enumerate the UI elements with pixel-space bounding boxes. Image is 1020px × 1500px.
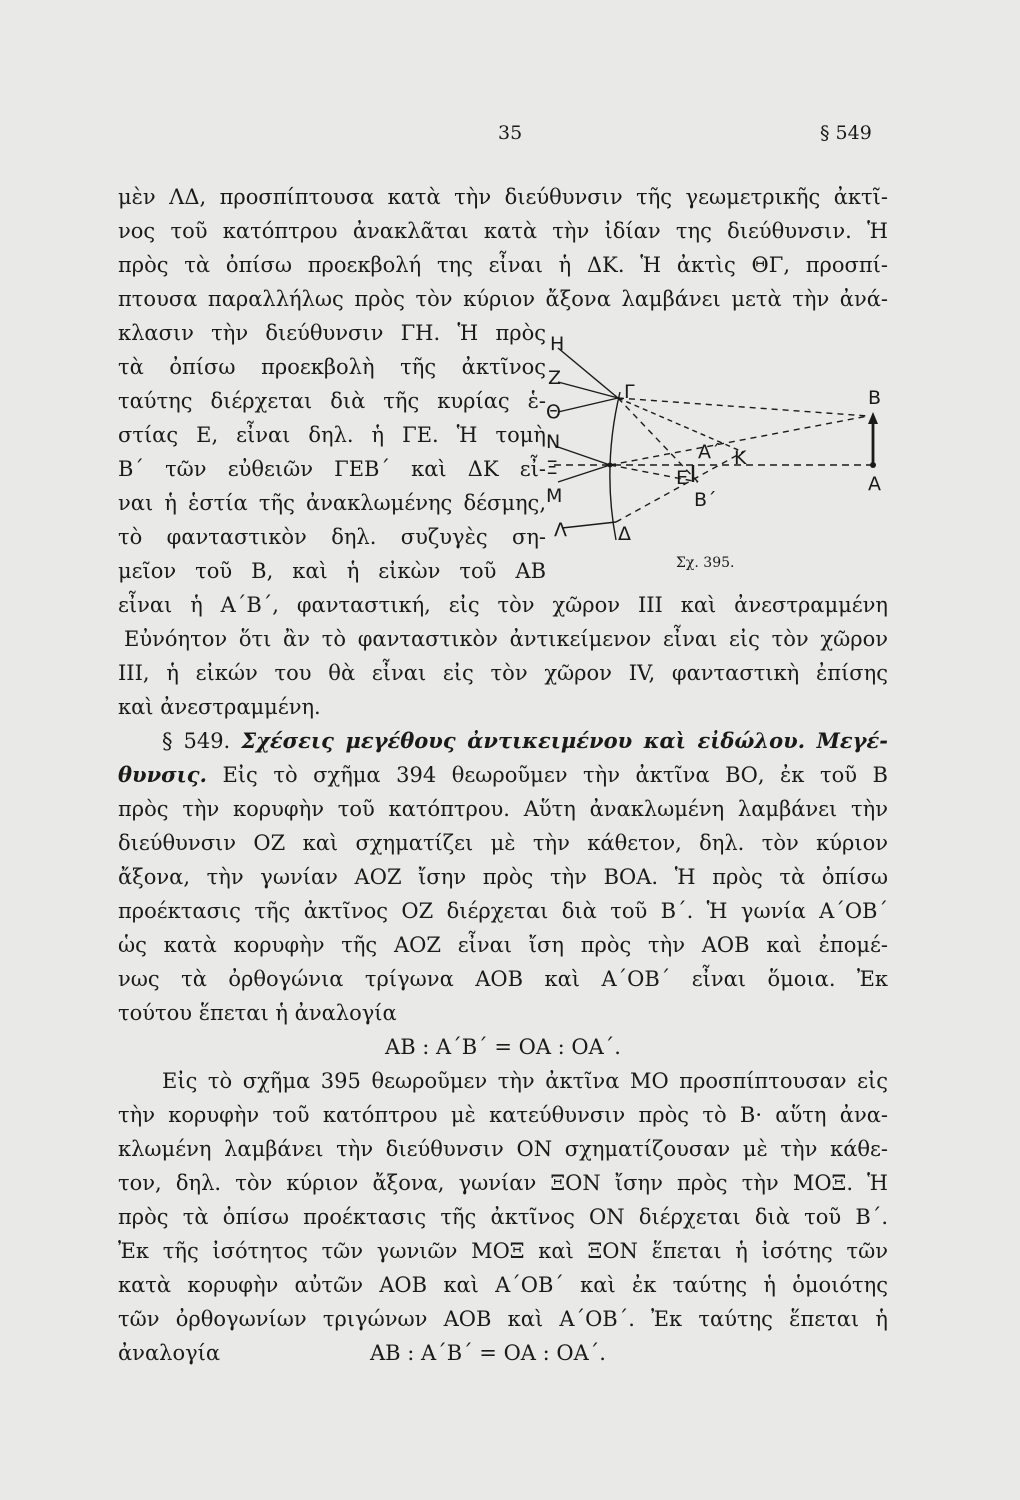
text-line: μεῖον τοῦ Β, καὶ ἡ εἰκὼν τοῦ ΑΒ — [118, 559, 546, 583]
label-nu: N — [546, 431, 561, 453]
text-line: κατὰ κορυφὴν αὐτῶν ΑΟΒ καὶ Α΄ΟΒ΄ καὶ ἐκ ταύτης ἡ ὁμοιότης — [118, 1273, 888, 1297]
label-a: Α — [868, 473, 881, 495]
text-line: ΙΙΙ, ἡ εἰκών του θὰ εἶναι εἰς τὸν χῶρον ΙV, φανταστικὴ ἐπίσης — [118, 661, 888, 685]
label-mu: M — [546, 485, 563, 507]
text-line: διεύθυνσιν ΟΖ καὶ σχηματίζει μὲ τὴν κάθετον, δηλ. τὸν κύριον — [118, 831, 888, 855]
label-b: Β — [868, 387, 882, 409]
point-a — [870, 462, 876, 468]
section-title-cont: θυνσις. — [118, 762, 207, 787]
label-delta: Δ — [618, 523, 631, 545]
text-line — [118, 1336, 888, 1370]
text-line: μὲν ΛΔ, προσπίπτουσα κατὰ τὴν διεύθυνσιν τῆς γεωμετρικῆς ἀκτῖ- — [118, 185, 888, 209]
section-number: § 549. — [162, 729, 231, 753]
text-line: καὶ ἀνεστραμμένη. — [118, 695, 321, 719]
section-heading-line — [162, 724, 888, 758]
label-xi: Ξ — [546, 457, 559, 479]
formula: ΑΒ : Α΄Β΄ = ΟΑ : ΟΑ΄. — [385, 1035, 621, 1059]
ray-theta-gamma — [558, 398, 618, 412]
text-line: τῶν ὀρθογωνίων τριγώνων ΑΟΒ καὶ Α΄ΟΒ΄. Ἐκ ταύτης ἕπεται ἡ — [118, 1307, 888, 1331]
text-line: Εἰς τὸ σχῆμα 395 θεωροῦμεν τὴν ἀκτῖνα ΜΟ προσπίπτουσαν εἰς — [162, 1069, 888, 1093]
text-line: νως τὰ ὀρθογώνια τρίγωνα ΑΟΒ καὶ Α΄ΟΒ΄ εἶναι ὅμοια. Ἐκ — [118, 967, 888, 991]
label-zeta: Z — [548, 367, 562, 389]
text-line: νος τοῦ κατόπτρου ἀνακλᾶται κατὰ τὴν ἰδίαν της διεύθυνσιν. Ἡ — [118, 219, 888, 243]
label-k: K — [734, 447, 747, 469]
text-line: τον, δηλ. τὸν κύριον ἄξονα, γωνίαν ΞΟΝ ἴσην πρὸς τὴν ΜΟΞ. Ἡ — [118, 1171, 888, 1195]
page-number: 35 — [498, 122, 523, 144]
label-a-prime: Α΄ — [698, 441, 721, 463]
text-line: προέκτασις τῆς ἀκτῖνος ΟΖ διέρχεται διὰ τοῦ Β΄. Ἡ γωνία Α΄ΟΒ΄ — [118, 899, 888, 923]
text-line: τὸ φανταστικὸν δηλ. συζυγὲς ση- — [118, 525, 546, 549]
text-line: εἶναι ἡ Α΄Β΄, φανταστική, εἰς τὸν χῶρον ΙΙΙ καὶ ἀνεστραμμένη — [118, 593, 888, 617]
text-line: Ἐκ τῆς ἰσότητος τῶν γωνιῶν ΜΟΞ καὶ ΞΟΝ ἕπεται ἡ ἰσότης τῶν — [118, 1239, 888, 1263]
text-line: κλωμένη λαμβάνει τὴν διεύθυνσιν ΟΝ σχηματίζουσαν μὲ τὴν κάθε- — [118, 1137, 888, 1161]
section-text: Εἰς τὸ σχῆμα 394 θεωροῦμεν τὴν ἀκτῖνα ΒΟ, ἐκ τοῦ Β — [222, 763, 888, 787]
point-o — [608, 463, 613, 468]
text-line: κλασιν τὴν διεύθυνσιν ΓΗ. Ἡ πρὸς — [118, 321, 546, 345]
label-gamma: Γ — [624, 381, 635, 403]
object-arrowhead — [868, 412, 878, 424]
text-line: τούτου ἕπεται ἡ ἀναλογία — [118, 1001, 397, 1025]
section-text: ἀναλογία — [118, 1341, 221, 1365]
text-line: Εὐνόητον ὅτι ἂν τὸ φανταστικὸν ἀντικείμενον εἶναι εἰς τὸν χῶρον — [124, 627, 888, 651]
text-line: πρὸς τὰ ὀπίσω προέκτασις τῆς ἀκτῖνος ΟΝ διέρχεται διὰ τοῦ Β΄. — [118, 1205, 888, 1229]
label-e: E — [676, 467, 689, 489]
label-theta: Θ — [546, 401, 561, 423]
label-b-prime: Β΄ — [694, 489, 717, 511]
text-line: πτουσα παραλλήλως πρὸς τὸν κύριον ἄξονα λαμβάνει μετὰ τὴν ἀνά- — [118, 287, 888, 311]
mirror-diagram — [538, 332, 898, 582]
extension-gamma-b — [618, 398, 868, 416]
text-line: τὴν κορυφὴν τοῦ κατόπτρου μὲ κατεύθυνσιν πρὸς τὸ Β· αὕτη ἀνα- — [118, 1103, 888, 1127]
page-header — [0, 118, 1020, 148]
text-line: ταύτης διέρχεται διὰ τῆς κυρίας ἑ- — [118, 389, 546, 413]
formula: ΑΒ : Α΄Β΄ = ΟΑ : ΟΑ΄. — [370, 1341, 606, 1365]
text-line: στίας Ε, εἶναι δηλ. ἡ ΓΕ. Ἡ τομὴ — [118, 423, 546, 447]
extension-gamma-k — [618, 398, 743, 452]
figure-caption: Σχ. 395. — [676, 555, 735, 571]
text-line: ἄξονα, τὴν γωνίαν ΑΟΖ ἴσην πρὸς τὴν ΒΟΑ. Ἡ πρὸς τὰ ὀπίσω — [118, 865, 888, 889]
text-line: τὰ ὀπίσω προεκβολὴ τῆς ἀκτῖνος — [118, 355, 546, 379]
section-reference: § 549 — [820, 122, 872, 144]
text-line: πρὸς τὰ ὀπίσω προεκβολή της εἶναι ἡ ΔΚ. Ἡ ἀκτὶς ΘΓ, προσπί- — [118, 253, 888, 277]
text-line: ὡς κατὰ κορυφὴν τῆς ΑΟΖ εἶναι ἴση πρὸς τὴν ΑΟΒ καὶ ἐπομέ- — [118, 933, 888, 957]
text-line: ναι ἡ ἑστία τῆς ἀνακλωμένης δέσμης, — [118, 491, 546, 515]
text-line: πρὸς τὴν κορυφὴν τοῦ κατόπτρου. Αὕτη ἀνακλωμένη λαμβάνει τὴν — [118, 797, 888, 821]
section-title: Σχέσεις μεγέθους ἀντικειμένου καὶ εἰδώλου. Μεγέ- — [241, 728, 888, 753]
ray-nu-o — [558, 447, 610, 465]
ray-mu-o — [558, 465, 610, 482]
label-lambda: Λ — [554, 519, 567, 541]
ray-lambda-delta — [562, 522, 616, 528]
text-line — [118, 758, 888, 792]
text-line: Β΄ τῶν εὐθειῶν ΓΕΒ΄ καὶ ΔΚ εἶ- — [118, 457, 546, 481]
label-eta: Η — [550, 333, 565, 355]
